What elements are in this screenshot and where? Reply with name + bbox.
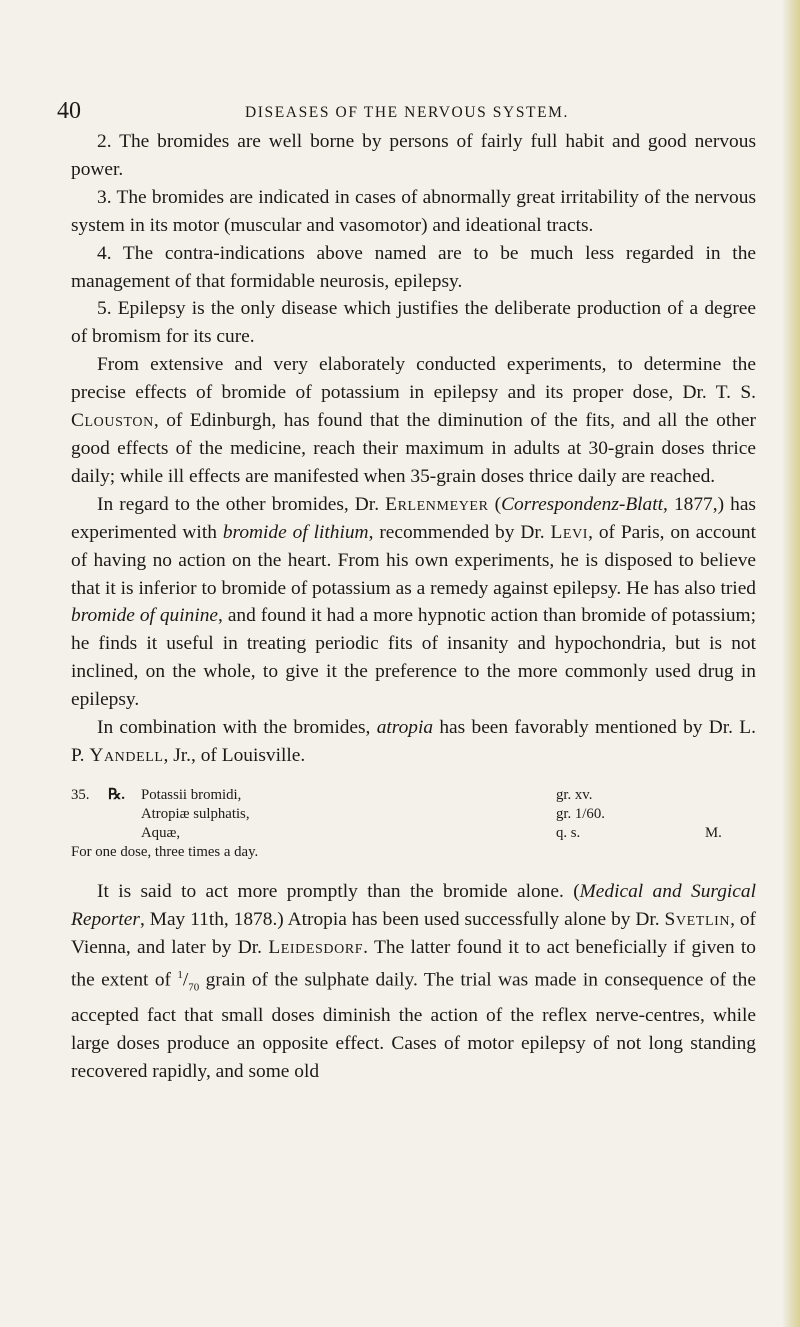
page-header <box>57 96 757 126</box>
page-number: 40 <box>57 98 81 124</box>
paragraph-2: 2. The bromides are well borne by persons of fairly full habit and good nervous power. <box>71 131 756 180</box>
running-title: DISEASES OF THE NERVOUS SYSTEM. <box>244 104 570 121</box>
prescription <box>71 786 756 862</box>
paragraph-svetlin <box>71 878 756 1086</box>
text-run: grain of the sulphate daily. The trial was made in consequence of the accepted fact that small doses diminish the action of the reflex nerve-centres, while large doses produce an opposite effect. Cases of motor epilepsy of not long standing recovered rapidly, and some old <box>71 969 756 1082</box>
text-run: ( <box>488 493 502 515</box>
author-name: Clouston <box>71 410 154 432</box>
author-name: Yandell <box>89 744 164 766</box>
text-run: , of Vienna, and later by Dr. <box>71 908 756 958</box>
author-name: Svetlin <box>664 908 731 930</box>
recipe-symbol: ℞. <box>108 786 125 803</box>
fraction-denominator: 70 <box>188 980 200 993</box>
paragraph-clouston <box>71 351 756 491</box>
ingredient-quantity: gr. 1/60. <box>556 805 605 822</box>
author-name: Levi <box>550 521 589 543</box>
paragraph-erlenmeyer <box>71 491 756 714</box>
author-name: Leidesdorf <box>268 936 364 958</box>
ingredient-quantity: q. s. <box>556 824 581 841</box>
prescription-row <box>71 786 756 805</box>
fraction-numerator: 1 <box>177 968 183 981</box>
drug-name: bromide of quinine <box>71 605 219 627</box>
text-run: , Jr., of Louisville. <box>163 744 306 766</box>
journal-title: Medical and Surgical Reporter <box>71 880 756 930</box>
mix-instruction: M. <box>705 824 722 841</box>
prescription-directions: For one dose, three times a day. <box>71 843 259 860</box>
drug-name: atropia <box>376 717 434 739</box>
prescription-number: 35. <box>71 786 90 803</box>
ingredient-name: Atropiæ sulphatis, <box>141 805 250 822</box>
paragraph-atropia <box>71 714 756 770</box>
paragraph-3: 3. The bromides are indicated in cases of abnormally great irritability of the nervous system in its motor (muscular and vasomotor) and ideational tracts. <box>71 186 756 236</box>
prescription-row <box>71 824 756 843</box>
text-run: , recommended by Dr. <box>368 521 551 543</box>
text-run: , May 11th, 1878.) Atropia has been used successfully alone by Dr. <box>139 908 665 930</box>
text-run: In regard to the other bromides, Dr. <box>97 493 386 515</box>
text-run: , 1877,) has experimented with <box>71 493 756 543</box>
fraction-slash: / <box>182 969 189 991</box>
text-run: has been favorably mentioned by Dr. L. P. <box>71 717 756 766</box>
ingredient-name: Potassii bromidi, <box>141 786 242 803</box>
text-run: , and found it had a more hypnotic action than bromide of potassium; he finds it useful in treating periodic fits of insanity and hypochondria, but is not inclined, on the whole, to give it the preference to the more commonly used drug in epilepsy. <box>71 605 756 711</box>
text-run: From extensive and very elaborately conducted experiments, to determine the precise effects of bromide of potassium in epilepsy and its proper dose, Dr. T. S. <box>71 354 756 404</box>
prescription-row <box>71 805 756 824</box>
page-edge <box>782 0 800 1327</box>
text-run: , of Edinburgh, has found that the diminution of the fits, and all the other good effects of the medicine, reach their maximum in adults at 30-grain doses thrice daily; while ill effects are manifested when 35-grain doses thrice daily are reached. <box>71 410 756 487</box>
prescription-row <box>71 843 756 862</box>
paragraph-5: 5. Epilepsy is the only disease which justifies the deliberate production of a degree of bromism for its cure. <box>71 298 756 348</box>
text-run: , of Paris, on account of having no action on the heart. From his own experiments, he is disposed to believe that it is inferior to bromide of potassium as a remedy against epilepsy. He has also tried <box>71 521 756 599</box>
journal-title: Correspondenz-Blatt <box>501 493 664 515</box>
text-run: In combination with the bromides, <box>97 717 377 739</box>
ingredient-quantity: gr. xv. <box>556 786 593 803</box>
paragraph-4: 4. The contra-indications above named are to be much less regarded in the management of that formidable neurosis, epilepsy. <box>71 242 756 292</box>
drug-name: bromide of lithium <box>222 521 369 543</box>
author-name: Erlenmeyer <box>385 493 489 515</box>
body-text <box>71 128 756 1086</box>
ingredient-name: Aquæ, <box>141 824 181 841</box>
text-run: It is said to act more promptly than the bromide alone. ( <box>97 880 580 902</box>
text-run: . The latter found it to act beneficially if given to the extent of <box>71 936 756 991</box>
